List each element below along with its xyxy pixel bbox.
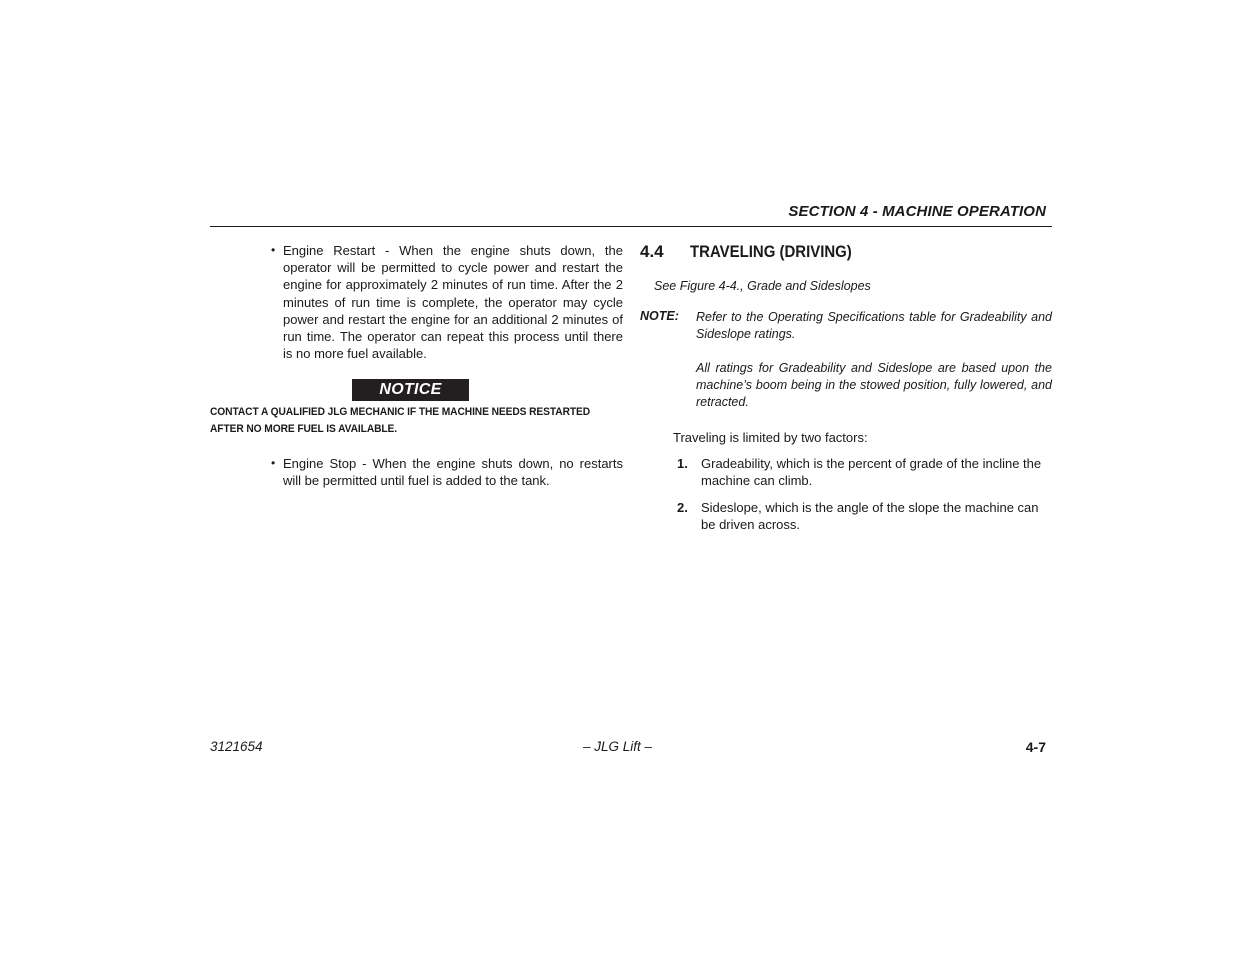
list-item-number: 1. (677, 456, 688, 471)
footer-doc-number: 3121654 (210, 739, 263, 754)
list-item-text: Sideslope, which is the angle of the slope the machine can be driven across. (701, 500, 1039, 532)
section-number: 4.4 (640, 242, 664, 261)
list-item (677, 455, 1052, 489)
note-paragraph-1: Refer to the Operating Specifications table for Gradeability and Sideslope ratings. (696, 310, 1052, 341)
intro-text: Traveling is limited by two factors: (673, 430, 868, 445)
list-item (677, 499, 1052, 533)
bullet-engine-stop (271, 455, 623, 489)
bullet-dot: • (271, 243, 276, 257)
bullet-dot: • (271, 456, 276, 470)
note-label: NOTE: (640, 309, 679, 323)
bullet-engine-restart (271, 242, 623, 362)
section-header: SECTION 4 - MACHINE OPERATION (788, 203, 1046, 220)
list-item-text: Gradeability, which is the percent of grade of the incline the machine can climb. (701, 456, 1042, 488)
footer-page-number: 4-7 (1025, 739, 1046, 755)
figure-reference: See Figure 4-4., Grade and Sideslopes (654, 279, 871, 293)
section-heading: TRAVELING (DRIVING) (690, 242, 852, 261)
list-item-number: 2. (677, 500, 688, 515)
notice-text: CONTACT A QUALIFIED JLG MECHANIC IF THE MACHINE NEEDS RESTARTED AFTER NO MORE FUEL IS AVAILABLE. (210, 406, 591, 435)
header-rule (210, 226, 1052, 227)
footer-brand: – JLG Lift – (582, 739, 653, 754)
bullet-engine-restart-text: Engine Restart - When the engine shuts down, the operator will be permitted to cycle power and restart the engine for approximately 2 minutes of run time. After the 2 minutes of run time is complete, the operator may cycle power and restart the engine for an additional 2 minutes of run time. The operator can repeat this process until there is no more fuel available. (283, 243, 623, 362)
bullet-engine-stop-text: Engine Stop - When the engine shuts down, no restarts will be permitted until fuel is added to the tank. (283, 456, 623, 489)
notice-badge: NOTICE (352, 379, 469, 401)
note-paragraph-2: All ratings for Gradeability and Sideslope are based upon the machine’s boom being in the stowed position, fully lowered, and retracted. (696, 361, 1052, 409)
